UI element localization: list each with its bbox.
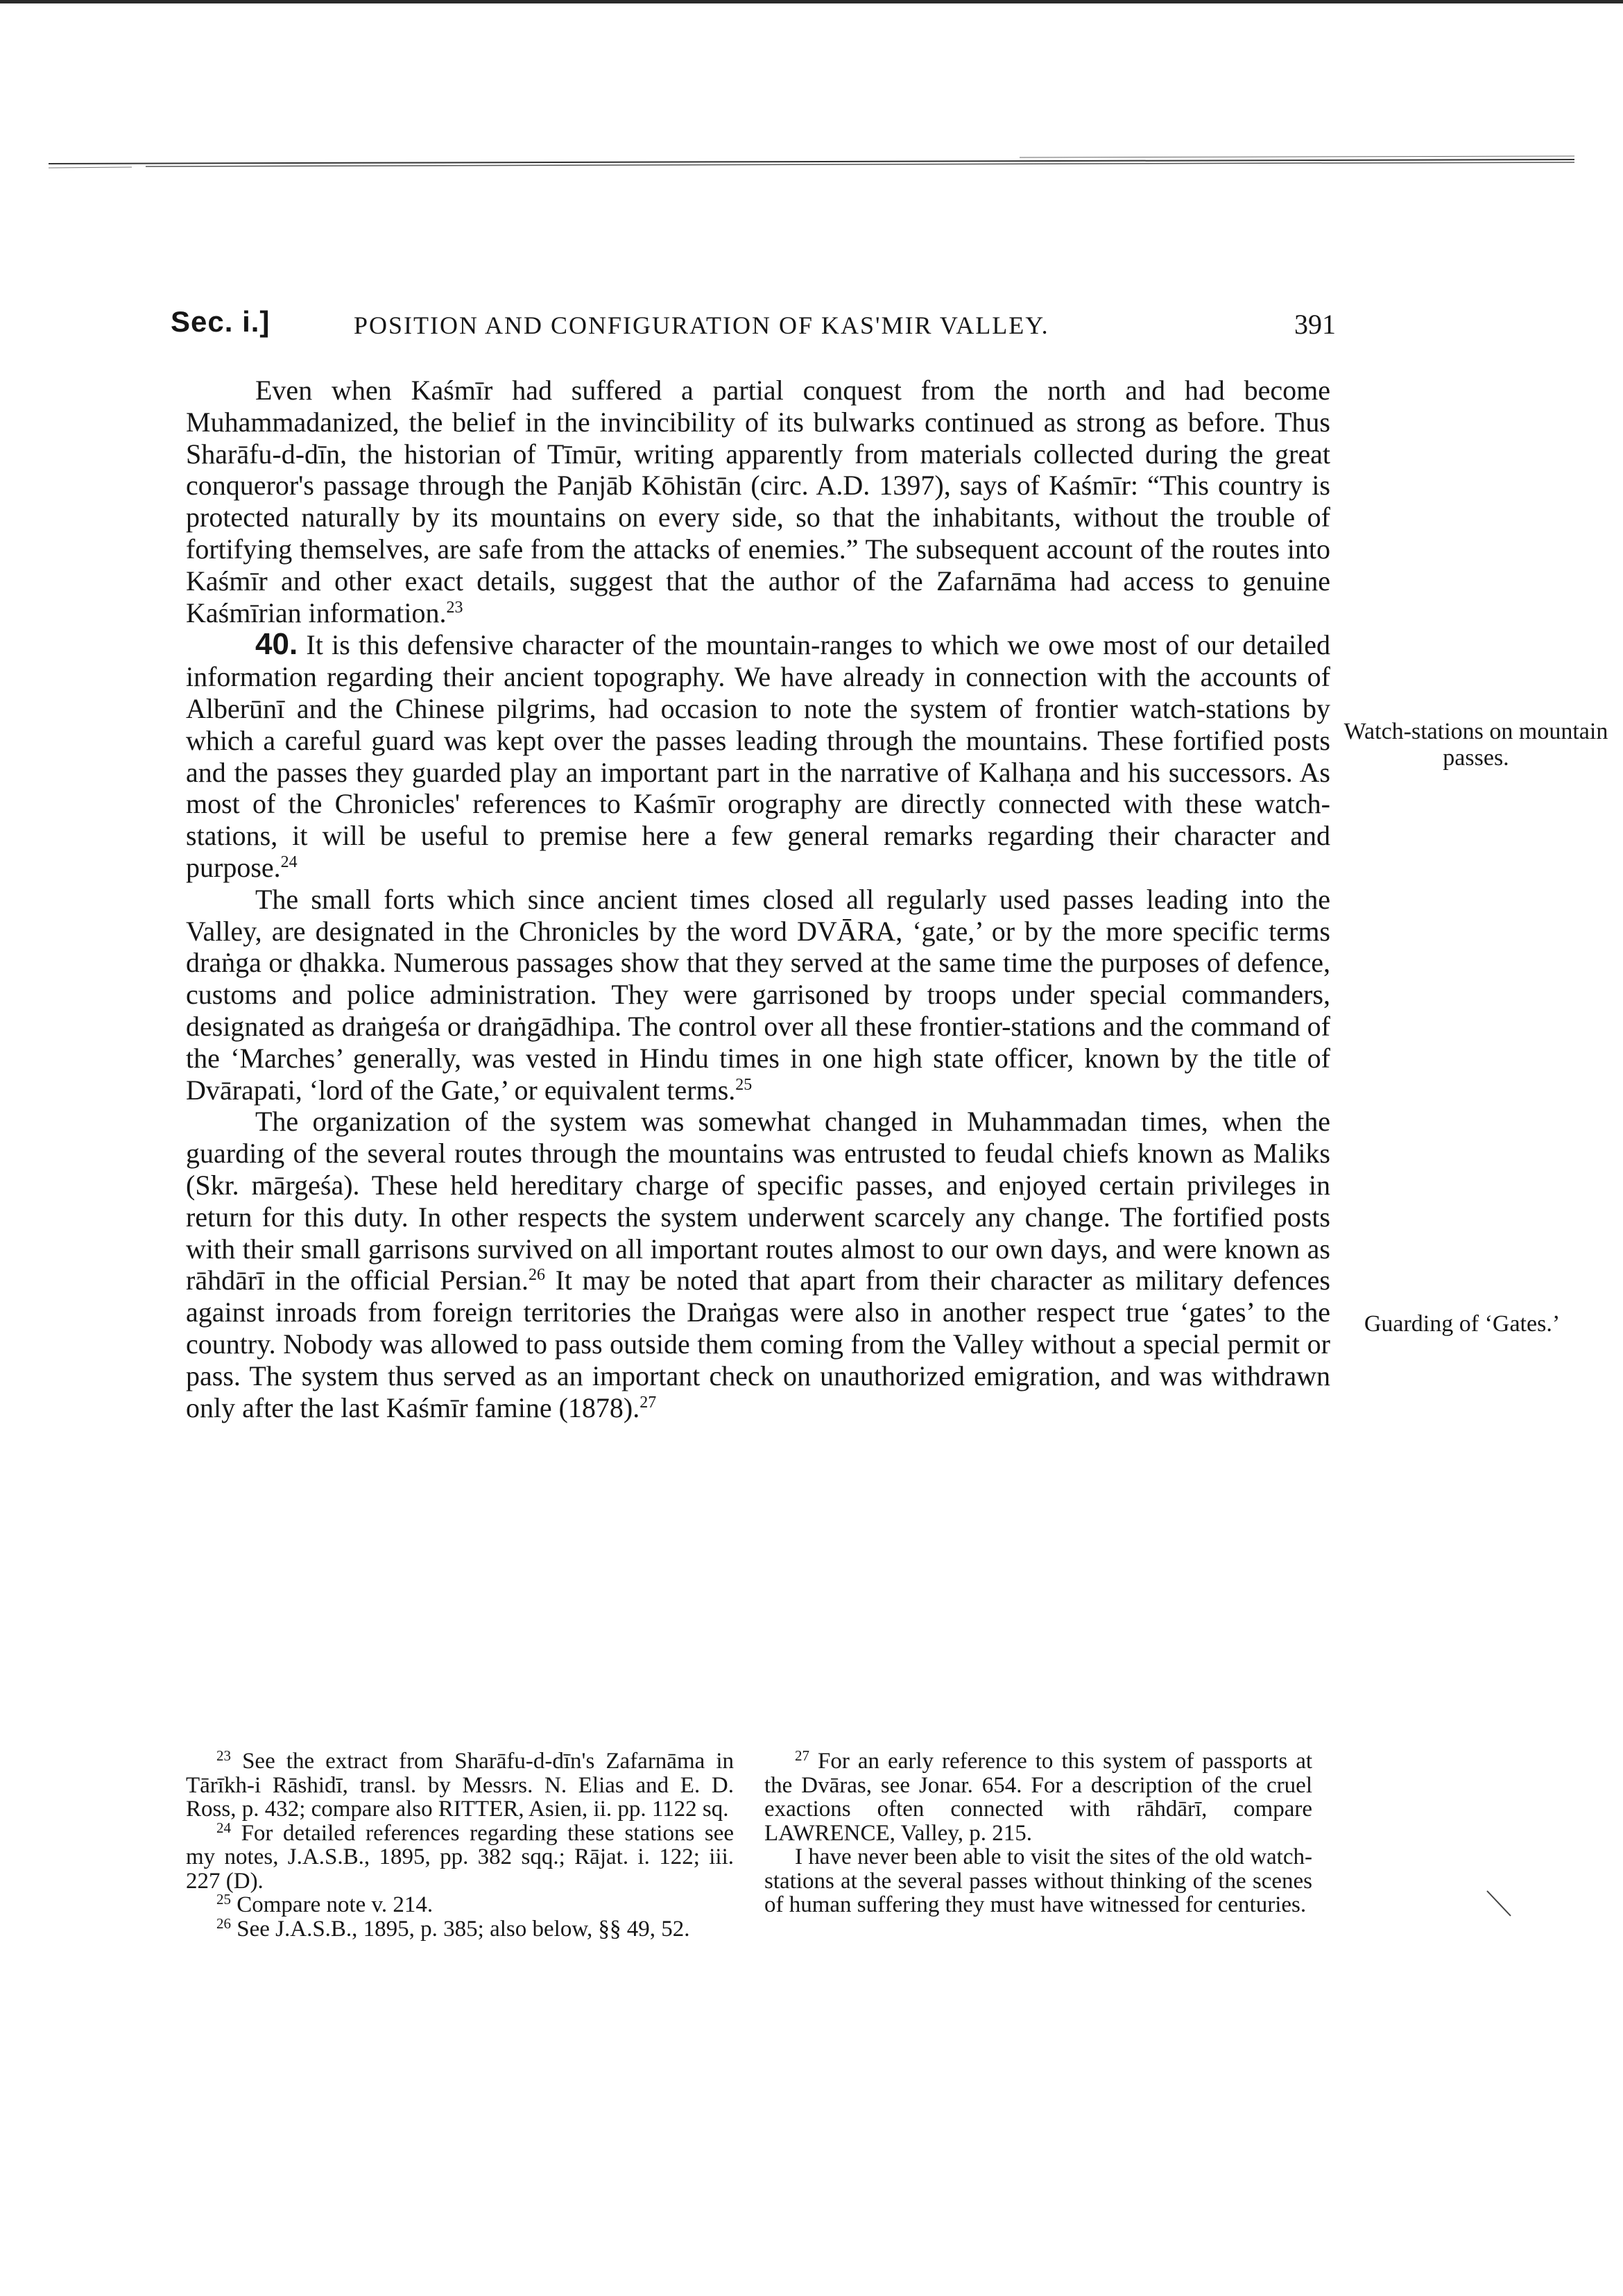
footnote-text: See J.A.S.B., 1895, p. 385; also below, §§ 49, 52. — [237, 1916, 690, 1942]
footnote-ref-27: 27 — [639, 1393, 657, 1412]
paragraph-number: 40. — [255, 627, 298, 662]
scan-mark — [1483, 1887, 1518, 1921]
footnote-number: 23 — [216, 1747, 231, 1764]
footnote-ref-26: 26 — [529, 1266, 545, 1285]
footnote-text: For an early reference to this system of passports at the Dvāras, see Jonar. 654. For a description of the cruel exactions often connected with rāhdārī, compare LAWRENCE, Valley, p. 215. — [764, 1749, 1313, 1846]
paragraph-text: It may be noted that apart from their character as military defences against inroads from foreign territories the Draṅgas were also in another respect true ‘gates’ to the country. Nobody was allowed to pass outside them coming from the Valley without a special permit or pass. The system thus served as an important check on unauthorized emigration, and was withdrawn only after the last Kaśmīr famine (1878). — [186, 1265, 1330, 1423]
footnote-ref-24: 24 — [280, 853, 298, 871]
footnote-text: Compare note v. 214. — [237, 1892, 433, 1917]
footnote-27 — [764, 1749, 1312, 1845]
section-label: Sec. i.] — [171, 305, 270, 338]
main-text — [186, 375, 1330, 1423]
paragraph-text: The small forts which since ancient times closed all regularly used passes leading into the Valley, are designated in the Chronicles by the word DVĀRA, ‘gate,’ or by the more specific terms draṅga or ḍhakka. Numerous passages show that they served at the same time the purposes of defence, customs and police administration. They were garrisoned by troops under special commanders, designated as draṅgeśa or draṅgādhipa. The control over all these frontier-stations and the command of the ‘Marches’ generally, was vested in Hindu times in one high state officer, known by the title of Dvārapati, ‘lord of the Gate,’ or equivalent terms. — [186, 883, 1330, 1106]
page-top-edge — [0, 0, 1623, 3]
footnote-25 — [186, 1893, 734, 1917]
footnote-26 — [186, 1914, 734, 1942]
paragraph-1 — [186, 375, 1330, 628]
footnotes-left-column — [186, 1749, 734, 1941]
footnote-text: See the extract from Sharāfu-d-dīn's Zafarnāma in Tārīkh-i Rāshidī, transl. by Messrs. N. Elias and E. D. Ross, p. 432; compare also RITTER, Asien, ii. pp. 1122 sq. — [186, 1749, 735, 1822]
footnote-ref-23: 23 — [446, 598, 463, 617]
paragraph-3 — [186, 884, 1330, 1106]
footnote-text: I have never been able to visit the sites of the old watch-stations at the several passes without thinking of the scenes of human suffering they must have witnessed for centuries. — [764, 1844, 1312, 1917]
paragraph-text: It is this defensive character of the mountain-ranges to which we owe most of our detailed information regarding their ancient topography. We have already in connection with the accounts of Alberūnī and the Chinese pilgrims, had occasion to note the system of frontier watch-stations by which a careful guard was kept over the passes leading through the mountains. These fortified posts and the passes they guarded play an important part in the narrative of Kalhaṇa and his successors. As most of the Chronicles' references to Kaśmīr orography are directly connected with these watch-stations, it will be useful to premise here a few general remarks regarding their character and purpose. — [186, 629, 1330, 883]
footnote-number: 25 — [216, 1891, 231, 1908]
paragraph-4 — [186, 1106, 1330, 1423]
paragraph-40 — [186, 628, 1330, 883]
paragraph-text: The organization of the system was somewhat changed in Muhammadan times, when the guarding of the several routes through the mountains was entrusted to feudal chiefs known as Maliks (Skr. mārgeśa). These held hereditary charge of specific passes, and enjoyed certain privileges in return for this duty. In other respects the system underwent scarcely any change. The fortified posts with their small garrisons survived on all important routes almost to our own days, and were known as rāhdārī in the official Persian. — [186, 1106, 1330, 1296]
footnote-27-continued — [764, 1845, 1312, 1917]
footnote-ref-25: 25 — [735, 1075, 753, 1094]
footnote-text: For detailed references regarding these stations see my notes, J.A.S.B., 1895, pp. 382 sqq.; Rājat. i. 122; iii. 227 (D). — [186, 1820, 734, 1894]
sidenote-watch-stations: Watch-stations on mountain passes. — [1343, 719, 1608, 771]
page-number: 391 — [1294, 309, 1336, 340]
paragraph-text: Even when Kaśmīr had suffered a partial conquest from the north and had become Muhammadanized, the belief in the invincibility of its bulwarks continued as strong as before. Thus Sharāfu-d-dīn, the historian of Tīmūr, writing apparently from materials collected during the great conqueror's passage through the Panjāb Kōhistān (circ. A.D. 1397), says of Kaśmīr: “This country is protected naturally by its mountains on every side, so that the inhabitants, without the trouble of fortifying themselves, are safe from the attacks of enemies.” The subsequent account of the routes into Kaśmīr and other exact details, suggest that the author of the Zafarnāma had access to genuine Kaśmīrian information. — [186, 375, 1330, 628]
footnote-24 — [186, 1819, 734, 1894]
footnote-number: 26 — [216, 1914, 231, 1932]
header-rule — [49, 151, 1574, 172]
running-head — [171, 305, 1336, 354]
footnotes-right-column — [764, 1749, 1312, 1917]
footnote-23 — [186, 1749, 734, 1822]
footnote-number: 27 — [795, 1747, 809, 1764]
page-title: POSITION AND CONFIGURATION OF KAS'MIR VALLEY. — [354, 311, 1049, 339]
footnote-number: 24 — [216, 1819, 231, 1836]
sidenote-guarding-gates: Guarding of ‘Gates.’ — [1364, 1311, 1561, 1337]
